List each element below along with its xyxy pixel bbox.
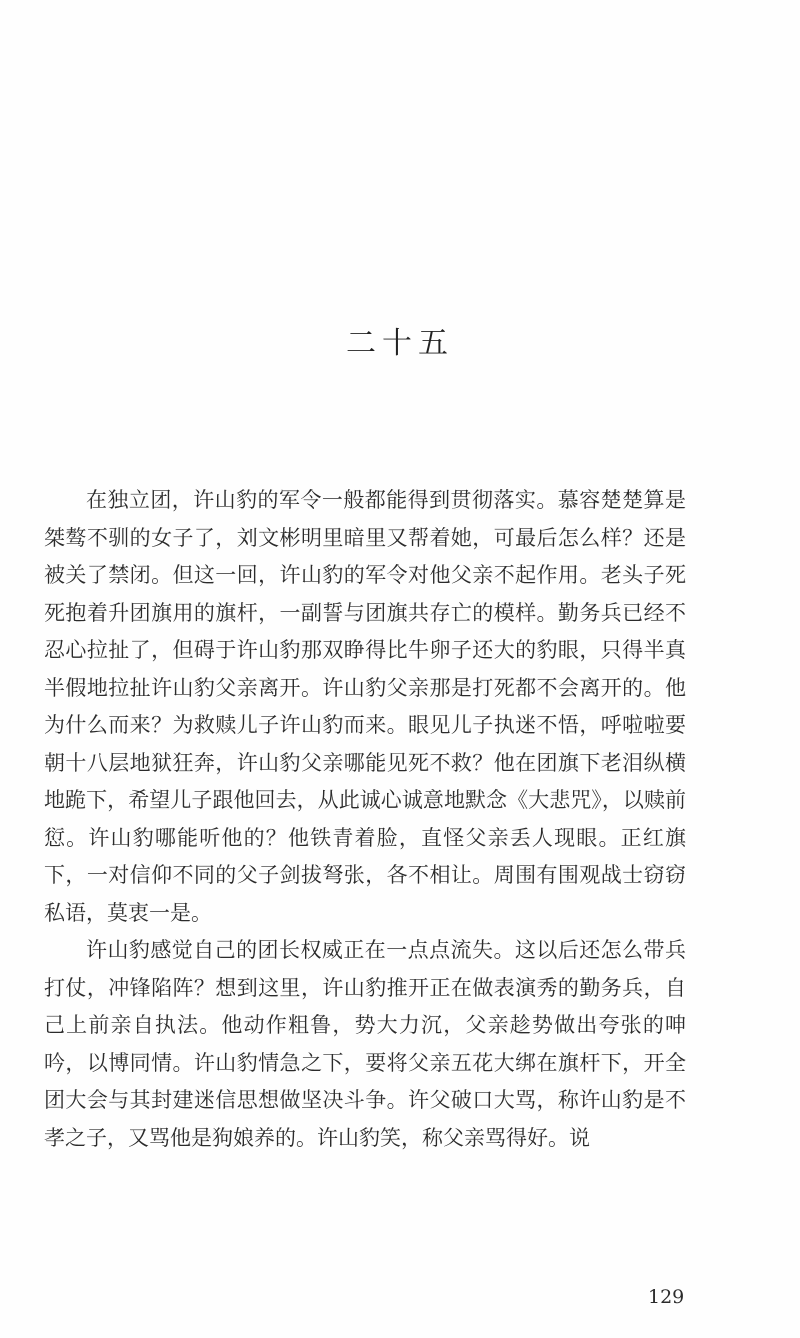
- chapter-title: 二十五: [346, 326, 454, 361]
- paragraph: 许山豹感觉自己的团长权威正在一点点流失。这以后还怎么带兵打仗，冲锋陷阵？想到这里，许山豹推开正在做表演秀的勤务兵，自己上前亲自执法。他动作粗鲁，势大力沉，父亲趁势做出夸张的呻吟，以博同情。许山豹情急之下，要将父亲五花大绑在旗杆下，开全团大会与其封建迷信思想做坚决斗争。许父破口大骂，称许山豹是不孝之子，又骂他是狗娘养的。许山豹笑，称父亲骂得好。说: [44, 938, 686, 1150]
- paragraph: 在独立团，许山豹的军令一般都能得到贯彻落实。慕容楚楚算是桀骜不驯的女子了，刘文彬明里暗里又帮着她，可最后怎么样？还是被关了禁闭。但这一回，许山豹的军令对他父亲不起作用。老头子死死抱着升团旗用的旗杆，一副誓与团旗共存亡的模样。勤务兵已经不忍心拉扯了，但碍于许山豹那双睁得比牛卵子还大的豹眼，只得半真半假地拉扯许山豹父亲离开。许山豹父亲那是打死都不会离开的。他为什么而来？为救赎儿子许山豹而来。眼见儿子执迷不悟，呼啦啦要朝十八层地狱狂奔，许山豹父亲哪能见死不救？他在团旗下老泪纵横地跪下，希望儿子跟他回去，从此诚心诚意地默念《大悲咒》，以赎前愆。许山豹哪能听他的？他铁青着脸，直怪父亲丢人现眼。正红旗下，一对信仰不同的父子剑拔弩张，各不相让。周围有围观战士窃窃私语，莫衷一是。: [44, 488, 686, 925]
- page-number: 129: [648, 1286, 685, 1308]
- body-text: [44, 482, 686, 1157]
